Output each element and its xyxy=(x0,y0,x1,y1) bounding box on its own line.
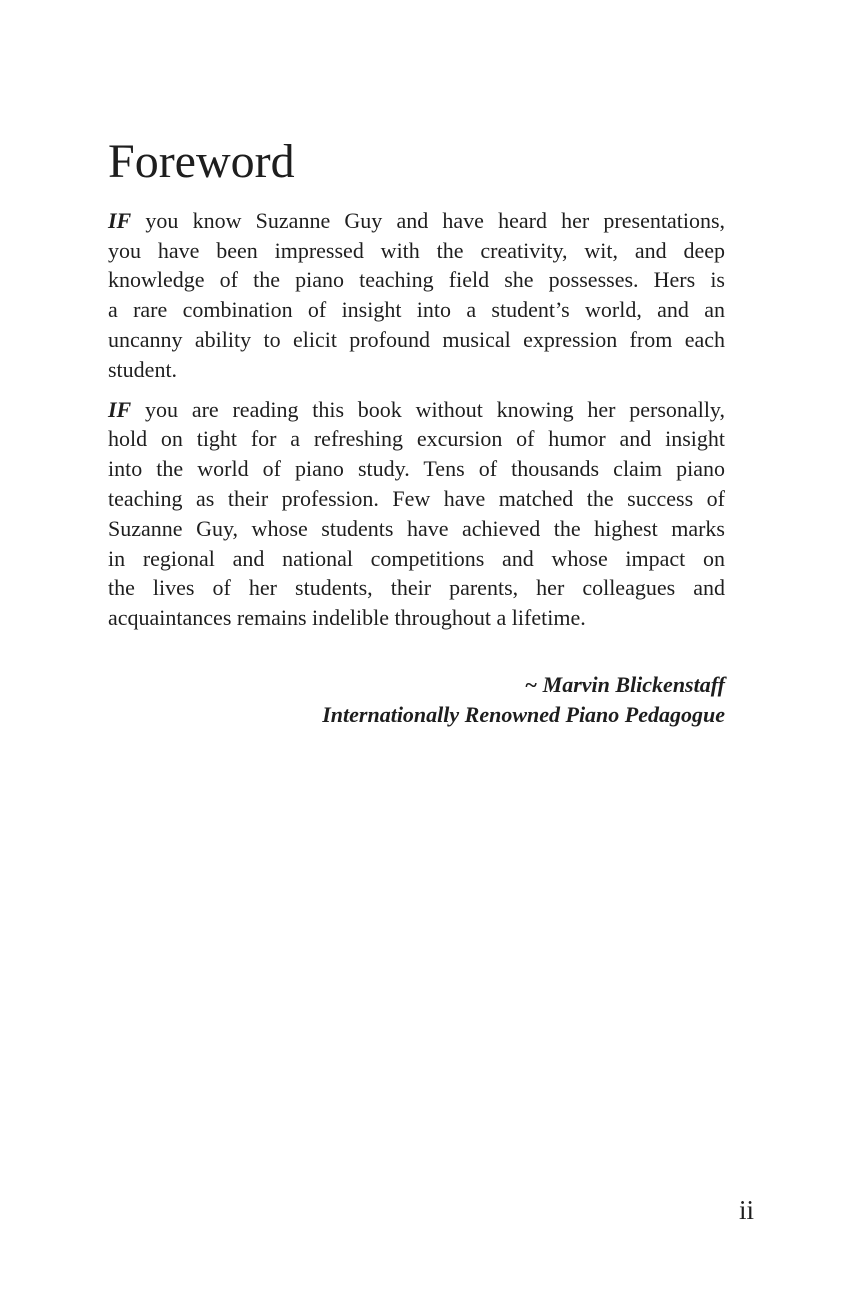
text-line: Suzanne Guy, whose students have achieved the highest marks xyxy=(108,515,725,541)
text-line: uncanny ability to elicit profound musical expression from each xyxy=(108,326,725,352)
text-line: a rare combination of insight into a student’s world, and an xyxy=(108,297,725,323)
lead-word: IF xyxy=(108,207,132,233)
paragraph-1 xyxy=(108,206,725,385)
text-line xyxy=(108,206,725,236)
text-line: the lives of her students, their parents, her colleagues and xyxy=(108,575,725,601)
page-title: Foreword xyxy=(108,135,295,188)
signature-title: Internationally Renowned Piano Pedagogue xyxy=(322,701,725,727)
foreword-content xyxy=(108,136,725,730)
paragraph-2 xyxy=(108,395,725,633)
text-line: student. xyxy=(108,356,178,382)
text-line xyxy=(108,395,725,425)
text-line-rest: you know Suzanne Guy and have heard her presentations, xyxy=(131,207,725,233)
text-line: you have been impressed with the creativity, wit, and deep xyxy=(108,237,725,263)
signature-block xyxy=(108,670,725,730)
page-number: ii xyxy=(738,1195,754,1225)
text-line: teaching as their profession. Few have matched the success of xyxy=(108,485,725,511)
text-line: into the world of piano study. Tens of thousands claim piano xyxy=(108,456,725,482)
signature-name: ~ Marvin Blickenstaff xyxy=(524,671,725,697)
text-line: acquaintances remains indelible throughout a lifetime. xyxy=(108,605,586,631)
text-line: in regional and national competitions and whose impact on xyxy=(108,545,725,571)
text-line: hold on tight for a refreshing excursion of humor and insight xyxy=(108,426,725,452)
lead-word: IF xyxy=(108,396,132,422)
text-line: knowledge of the piano teaching field she possesses. Hers is xyxy=(108,267,725,293)
text-line-rest: you are reading this book without knowing her personally, xyxy=(131,396,725,422)
